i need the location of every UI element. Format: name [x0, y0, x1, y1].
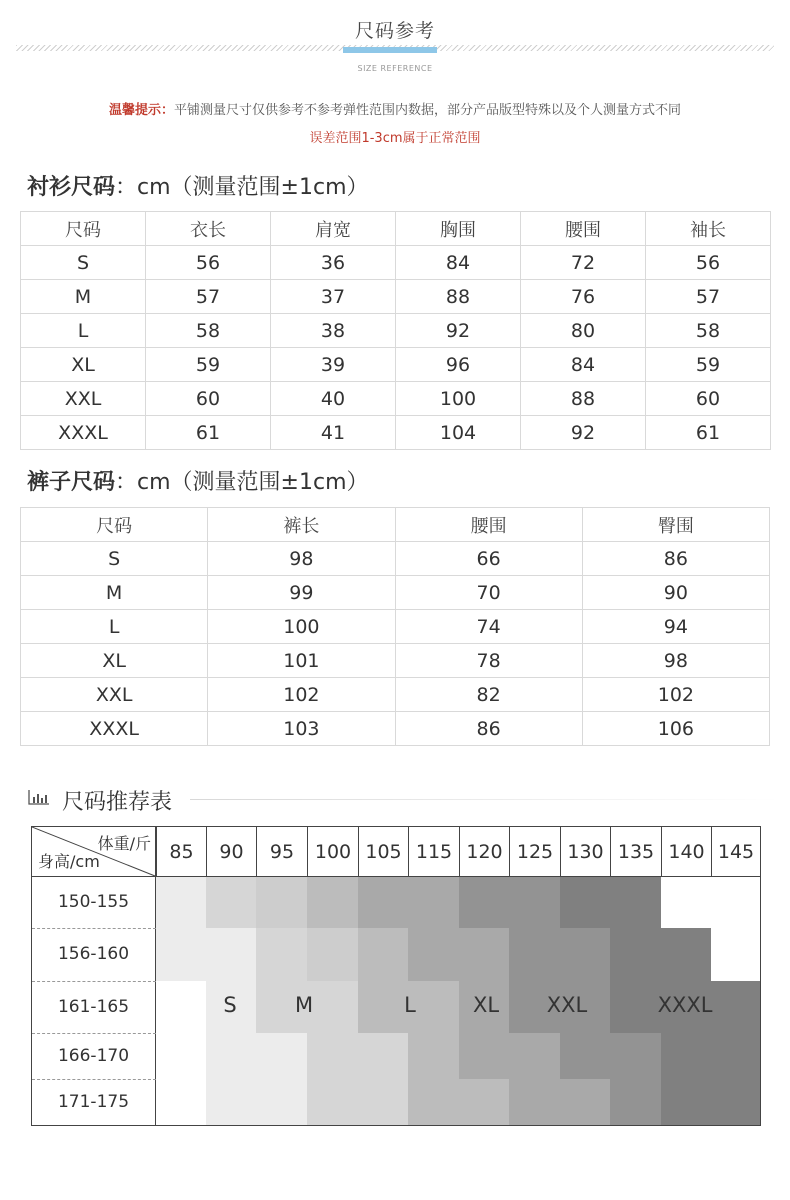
recommend-cell	[509, 1079, 560, 1125]
weight-header: 85	[156, 827, 206, 877]
weight-header: 115	[408, 827, 459, 877]
column-header: 尺码	[21, 212, 146, 246]
tip-text: 平铺测量尺寸仅供参考不参考弹性范围内数据，部分产品版型特殊以及个人测量方式不同	[174, 103, 682, 118]
size-label: XXL	[546, 993, 588, 1017]
recommend-cell	[711, 1079, 760, 1125]
size-cell: S	[21, 542, 208, 576]
measure-cell: 41	[271, 416, 396, 450]
measure-cell: 101	[208, 644, 395, 678]
row-divider	[32, 1079, 156, 1080]
recommend-cell	[560, 1079, 610, 1125]
recommend-title: 尺码推荐表	[62, 790, 173, 815]
recommend-cell	[459, 1033, 509, 1079]
recommend-cell	[358, 1079, 408, 1125]
table-row	[21, 314, 771, 348]
measure-cell: 94	[582, 610, 769, 644]
table-header-row	[21, 508, 770, 542]
measure-cell: 90	[582, 576, 769, 610]
size-label: M	[294, 993, 314, 1017]
recommend-cell	[358, 928, 408, 981]
measure-cell: 86	[395, 712, 582, 746]
recommend-cell	[408, 928, 459, 981]
column-header: 裤长	[208, 508, 395, 542]
measure-cell: 60	[146, 382, 271, 416]
tip-line-2: 误差范围1-3cm属于正常范围	[309, 131, 481, 146]
measure-cell: 56	[646, 246, 771, 280]
tip-label: 温馨提示：	[108, 103, 174, 118]
measure-cell: 100	[396, 382, 521, 416]
measure-cell: 60	[646, 382, 771, 416]
column-header: 胸围	[396, 212, 521, 246]
recommend-cell	[206, 928, 256, 981]
weight-header: 135	[610, 827, 661, 877]
recommend-cell	[560, 1033, 610, 1079]
recommend-cell	[560, 928, 610, 981]
recommend-cell	[509, 877, 560, 928]
measure-cell: 57	[146, 280, 271, 314]
size-cell: XXL	[21, 678, 208, 712]
column-header: 衣长	[146, 212, 271, 246]
recommend-cell	[661, 928, 711, 981]
weight-header: 120	[459, 827, 509, 877]
recommend-cell	[509, 1033, 560, 1079]
recommend-cell	[256, 1033, 307, 1079]
recommend-cell	[256, 1079, 307, 1125]
measure-cell: 56	[146, 246, 271, 280]
measure-cell: 59	[646, 348, 771, 382]
shirt-section-title	[27, 170, 369, 201]
measure-cell: 59	[146, 348, 271, 382]
table-row	[21, 348, 771, 382]
measure-cell: 70	[395, 576, 582, 610]
recommend-cell	[459, 928, 509, 981]
measure-cell: 88	[396, 280, 521, 314]
column-header: 腰围	[521, 212, 646, 246]
size-cell: M	[21, 576, 208, 610]
size-cell: S	[21, 246, 146, 280]
column-header: 尺码	[21, 508, 208, 542]
table-row	[21, 382, 771, 416]
page-subtitle: SIZE REFERENCE	[357, 64, 433, 73]
measure-cell: 72	[521, 246, 646, 280]
recommend-cell	[156, 1079, 206, 1125]
measure-cell: 99	[208, 576, 395, 610]
measure-cell: 40	[271, 382, 396, 416]
measure-cell: 61	[646, 416, 771, 450]
recommend-cell	[509, 928, 560, 981]
recommend-cell	[711, 928, 760, 981]
measure-cell: 36	[271, 246, 396, 280]
recommend-cell	[307, 928, 358, 981]
row-divider	[32, 1033, 156, 1034]
measure-cell: 74	[395, 610, 582, 644]
weight-header: 100	[307, 827, 358, 877]
size-cell: XXXL	[21, 416, 146, 450]
table-row	[21, 542, 770, 576]
shirt-size-table	[20, 211, 771, 450]
recommend-cell	[711, 877, 760, 928]
recommend-cell	[459, 1079, 509, 1125]
measure-cell: 82	[395, 678, 582, 712]
size-cell: M	[21, 280, 146, 314]
recommend-cell	[408, 1079, 459, 1125]
measure-cell: 37	[271, 280, 396, 314]
recommend-cell	[661, 1079, 711, 1125]
recommend-cell	[256, 928, 307, 981]
shirt-title-unit: ：cm（测量范围±1cm）	[115, 175, 369, 200]
height-label: 161-165	[32, 981, 156, 1033]
height-label: 150-155	[32, 877, 156, 928]
size-label: XL	[472, 993, 500, 1017]
table-row	[21, 610, 770, 644]
column-header: 肩宽	[271, 212, 396, 246]
size-cell: XXXL	[21, 712, 208, 746]
size-cell: XL	[21, 644, 208, 678]
measure-cell: 38	[271, 314, 396, 348]
recommend-cell	[610, 877, 661, 928]
recommend-cell	[256, 877, 307, 928]
title-accent-bar	[343, 47, 437, 53]
measure-cell: 61	[146, 416, 271, 450]
measure-cell: 39	[271, 348, 396, 382]
corner-height-label: 身高/cm	[38, 852, 100, 871]
pants-section-title	[27, 465, 369, 496]
chart-bars-icon	[28, 788, 50, 806]
grid-corner	[32, 827, 156, 877]
table-row	[21, 576, 770, 610]
weight-header: 145	[711, 827, 760, 877]
recommend-cell	[358, 877, 408, 928]
measure-cell: 102	[582, 678, 769, 712]
corner-weight-label: 体重/斤	[97, 834, 151, 853]
size-cell: XXL	[21, 382, 146, 416]
table-row	[21, 280, 771, 314]
recommend-cell	[711, 1033, 760, 1079]
size-recommend-grid	[31, 826, 761, 1126]
recommend-cell	[560, 877, 610, 928]
size-cell: XL	[21, 348, 146, 382]
measure-cell: 58	[146, 314, 271, 348]
column-header: 腰围	[395, 508, 582, 542]
recommend-cell	[206, 1079, 256, 1125]
recommend-divider	[190, 799, 780, 800]
weight-header: 140	[661, 827, 711, 877]
size-cell: L	[21, 314, 146, 348]
measure-cell: 66	[395, 542, 582, 576]
recommend-cell	[610, 1079, 661, 1125]
recommend-cell	[358, 1033, 408, 1079]
table-row	[21, 678, 770, 712]
measure-cell: 103	[208, 712, 395, 746]
height-label: 156-160	[32, 928, 156, 981]
size-label: S	[223, 993, 237, 1017]
pants-title-bold: 裤子尺码	[27, 470, 116, 495]
recommend-cell	[156, 981, 206, 1033]
measure-cell: 58	[646, 314, 771, 348]
recommend-cell	[307, 1033, 358, 1079]
measure-cell: 57	[646, 280, 771, 314]
size-label: L	[404, 993, 416, 1017]
measure-cell: 76	[521, 280, 646, 314]
recommend-cell	[156, 928, 206, 981]
recommend-cell	[661, 1033, 711, 1079]
page-title: 尺码参考	[354, 20, 435, 42]
weight-header: 130	[560, 827, 610, 877]
weight-header: 125	[509, 827, 560, 877]
recommend-cell	[610, 928, 661, 981]
recommend-cell	[307, 877, 358, 928]
size-cell: L	[21, 610, 208, 644]
table-row	[21, 416, 771, 450]
table-row	[21, 712, 770, 746]
tip-line-1	[0, 99, 790, 118]
recommend-cell	[610, 1033, 661, 1079]
weight-header: 90	[206, 827, 256, 877]
measure-cell: 98	[582, 644, 769, 678]
measure-cell: 92	[521, 416, 646, 450]
row-divider	[32, 981, 156, 982]
column-header: 袖长	[646, 212, 771, 246]
recommend-cell	[459, 877, 509, 928]
size-label: XXXL	[657, 993, 713, 1017]
recommend-cell	[156, 1033, 206, 1079]
measure-cell: 88	[521, 382, 646, 416]
measure-cell: 84	[396, 246, 521, 280]
pants-size-table	[20, 507, 770, 746]
table-row	[21, 644, 770, 678]
recommend-cell	[206, 877, 256, 928]
recommend-cell	[206, 1033, 256, 1079]
row-divider	[32, 928, 156, 929]
weight-header: 95	[256, 827, 307, 877]
table-row	[21, 246, 771, 280]
recommend-cell	[307, 1079, 358, 1125]
measure-cell: 100	[208, 610, 395, 644]
height-label: 166-170	[32, 1033, 156, 1079]
column-header: 臀围	[582, 508, 769, 542]
measure-cell: 102	[208, 678, 395, 712]
measure-cell: 86	[582, 542, 769, 576]
measure-cell: 98	[208, 542, 395, 576]
recommend-cell	[408, 1033, 459, 1079]
height-label: 171-175	[32, 1079, 156, 1125]
measure-cell: 96	[396, 348, 521, 382]
measure-cell: 84	[521, 348, 646, 382]
pants-title-unit: ：cm（测量范围±1cm）	[115, 470, 369, 495]
measure-cell: 78	[395, 644, 582, 678]
table-header-row	[21, 212, 771, 246]
recommend-cell	[156, 877, 206, 928]
recommend-cell	[408, 877, 459, 928]
shirt-title-bold: 衬衫尺码	[27, 175, 116, 200]
measure-cell: 106	[582, 712, 769, 746]
weight-header: 105	[358, 827, 408, 877]
recommend-cell	[661, 877, 711, 928]
measure-cell: 80	[521, 314, 646, 348]
measure-cell: 104	[396, 416, 521, 450]
measure-cell: 92	[396, 314, 521, 348]
